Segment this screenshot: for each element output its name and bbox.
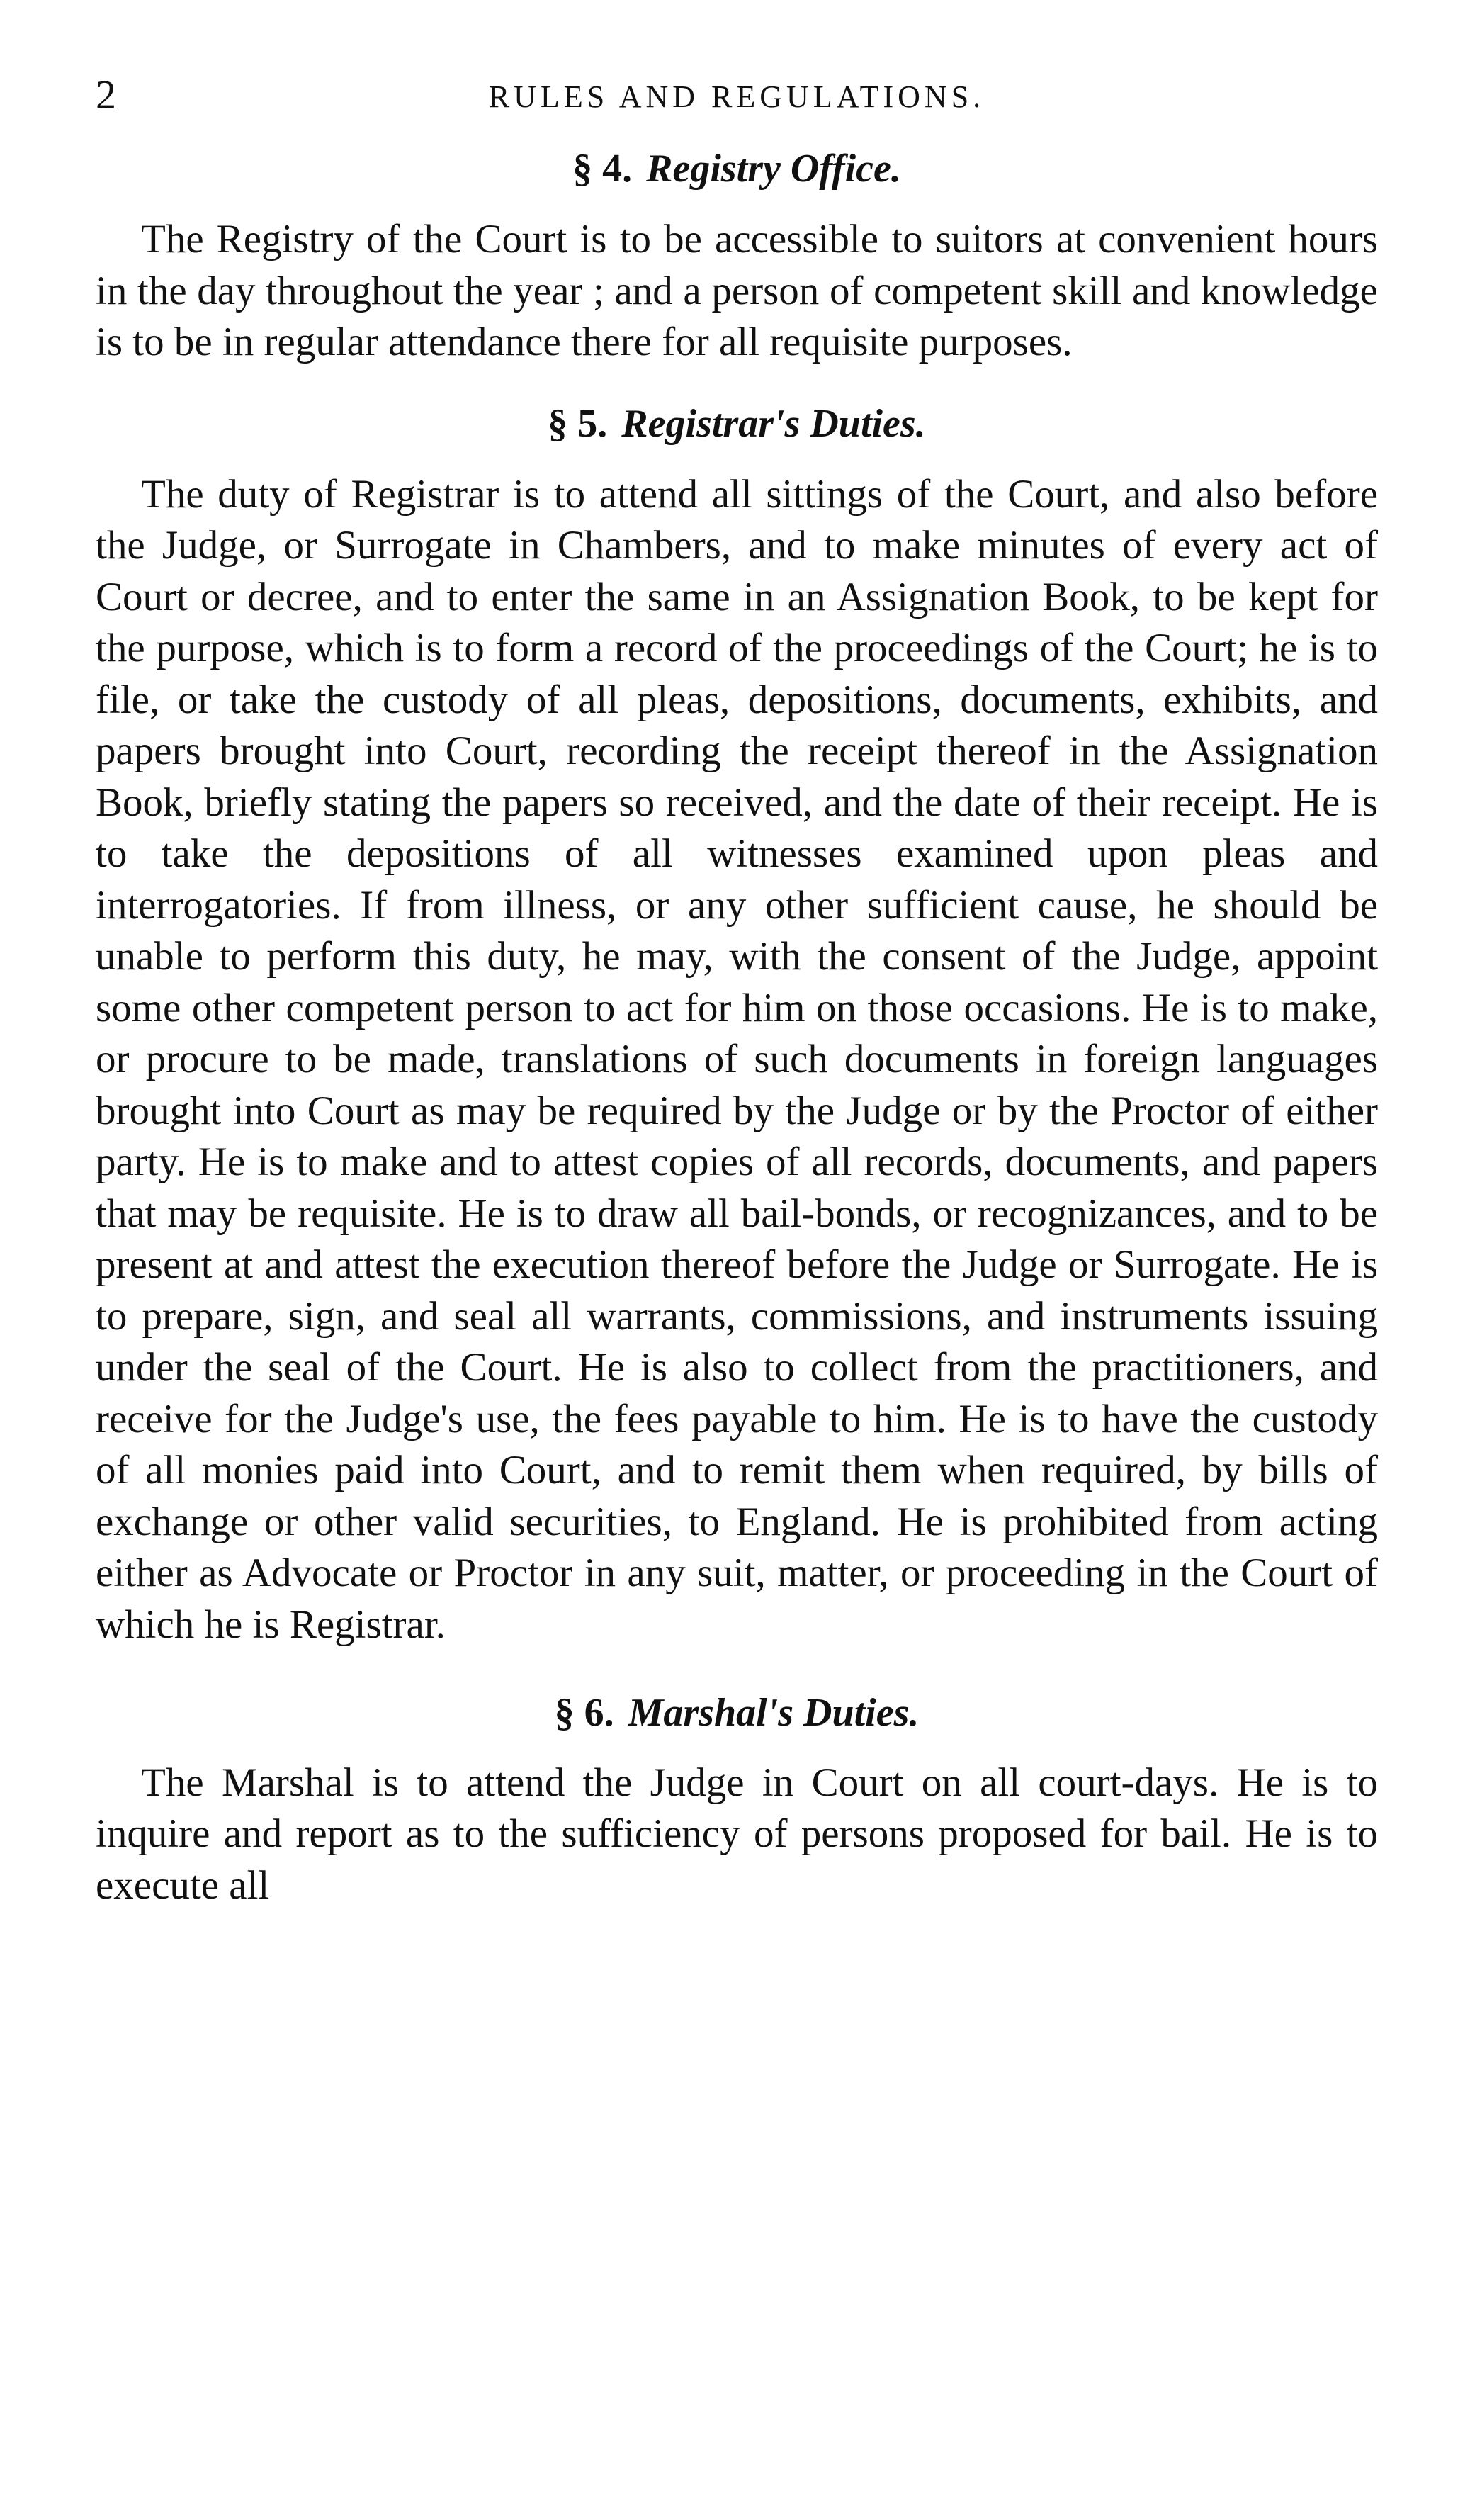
section-number: § 4. xyxy=(572,147,633,191)
section-paragraph-registry-office: The Registry of the Court is to be accessible to suitors at convenient hours in the day throughout the year ; and a person of competent skill and knowledge is to be in regular attendance there for all requisite purposes. xyxy=(96,217,1378,365)
page-number: 2 xyxy=(96,72,116,118)
section-title: Marshal's Duties. xyxy=(628,1691,920,1736)
book-page xyxy=(96,67,1378,1911)
section-number: § 6. xyxy=(554,1691,614,1736)
section-number: § 5. xyxy=(548,401,608,446)
section-heading-registrars-duties xyxy=(96,400,1378,448)
section-heading-registry-office xyxy=(96,145,1378,193)
section-title: Registry Office. xyxy=(646,147,901,191)
section-heading-marshals-duties xyxy=(96,1689,1378,1737)
section-paragraph-registrars-duties: The duty of Registrar is to attend all sittings of the Court, and also before the Judge, or Surrogate in Chambers, and to make minutes of every act of Court or decree, and to enter the same in an Assignation Book, to be kept for the purpose, which is to form a record of the proceedings of the Court; he is to file, or take the custody of all pleas, depositions, documents, exhibits, and papers brought into Court, recording the receipt thereof in the Assignation Book, briefly stating the papers so received, and the date of their receipt. He is to take the depositions of all witnesses examined upon pleas and interrogatories. If from illness, or any other sufficient cause, he should be unable to perform this duty, he may, with the consent of the Judge, appoint some other competent person to act for him on those occasions. He is to make, or procure to be made, translations of such documents in foreign languages brought into Court as may be required by the Judge or by the Proctor of either party. He is to make and to attest copies of all records, documents, and papers that may be requisite. He is to draw all bail-bonds, or recognizances, and to be present at and attest the execution thereof before the Judge or Surrogate. He is to prepare, sign, and seal all warrants, commissions, and instruments issuing under the seal of the Court. He is also to collect from the practitioners, and receive for the Judge's use, the fees payable to him. He is to have the custody of all monies paid into Court, and to remit them when required, by bills of exchange or other valid securities, to England. He is prohibited from acting either as Advocate or Proctor in any suit, matter, or proceeding in the Court of which he is Registrar. xyxy=(96,471,1378,1647)
running-head xyxy=(96,67,1378,138)
section-title: Registrar's Duties. xyxy=(621,401,926,446)
section-paragraph-marshals-duties: The Marshal is to attend the Judge in Court on all court-days. He is to inquire and report as to the sufficiency of persons proposed for bail. He is to execute all xyxy=(96,1760,1378,1908)
running-title: RULES AND REGULATIONS. xyxy=(488,79,985,114)
